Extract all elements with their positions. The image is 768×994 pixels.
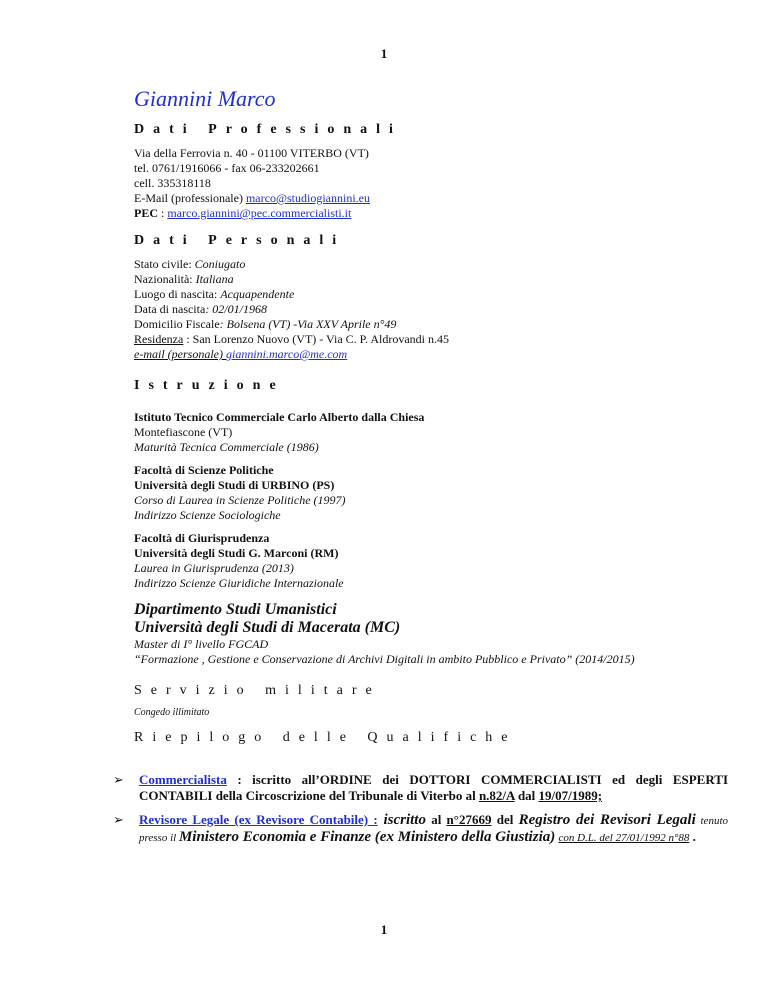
qualification-date-label: dal xyxy=(514,788,539,803)
register-name: Registro dei Revisori Legali xyxy=(518,812,696,828)
education-university: Università degli Studi di Macerata (MC) xyxy=(134,619,401,636)
section-heading-education: Istruzione xyxy=(134,378,285,393)
residence-label: Residenza xyxy=(134,332,184,346)
cell: cell. 335318118 xyxy=(134,176,211,190)
professional-email-label: E-Mail (professionale) xyxy=(134,191,246,205)
tax-domicile-value: : Bolsena (VT) -Via XXV Aprile n°49 xyxy=(219,317,397,331)
personal-email-label: e-mail (personale) xyxy=(134,347,226,361)
address: Via della Ferrovia n. 40 - 01100 VITERBO (VT) xyxy=(134,146,369,160)
nationality-value: Italiana xyxy=(195,272,234,286)
phone: tel. 0761/1916066 - fax 06-233202661 xyxy=(134,161,320,175)
qualification-text: tenuto presso il xyxy=(139,815,728,844)
decree-reference: con D.L. del 27/01/1992 n°88 xyxy=(558,832,690,844)
arrow-bullet-icon: ➢ xyxy=(113,772,124,787)
qualification-link-commercialista[interactable]: Commercialista xyxy=(139,772,227,787)
section-heading-qualifications: Riepilogo delle Qualifiche xyxy=(134,730,517,745)
education-degree: Maturità Tecnica Commerciale (1986) xyxy=(134,440,319,454)
tax-domicile-label: Domicilio Fiscale xyxy=(134,317,220,331)
education-degree: Master di I° livello FGCAD xyxy=(134,637,269,651)
arrow-bullet-icon: ➢ xyxy=(113,812,124,827)
registration-number: n°27669 xyxy=(446,812,492,827)
professional-email-link[interactable]: marco@studiogiannini.eu xyxy=(245,191,370,205)
education-entry xyxy=(134,531,724,591)
nationality-label: Nazionalità: xyxy=(134,272,196,286)
personal-email-line xyxy=(134,347,724,362)
education-track: Indirizzo Scienze Sociologiche xyxy=(134,508,281,522)
marital-status-label: Stato civile: xyxy=(134,257,195,271)
education-entry xyxy=(134,601,724,667)
personal-email-link[interactable]: giannini.marco@me.com xyxy=(225,347,348,361)
qualification-link-revisore[interactable]: Revisore Legale (ex Revisore Contabile) : xyxy=(139,812,378,827)
ministry-name: Ministero Economia e Finanze (ex Ministero della Giustizia) xyxy=(178,829,556,845)
page-number-top: 1 xyxy=(380,46,388,61)
education-degree: Laurea in Giurisprudenza (2013) xyxy=(134,561,294,575)
section-heading-military: Servizio militare xyxy=(134,683,381,698)
education-department: Dipartimento Studi Umanistici xyxy=(134,601,337,618)
section-heading-professional: Dati Professionali xyxy=(134,122,402,137)
nationality xyxy=(134,272,724,287)
pec-separator: : xyxy=(158,206,168,220)
residence xyxy=(134,332,724,347)
education-university: Università degli Studi di URBINO (PS) xyxy=(134,478,335,492)
pec-link[interactable]: marco.giannini@pec.commercialisti.it xyxy=(167,206,352,220)
qualification-item xyxy=(113,812,728,846)
education-institution: Istituto Tecnico Commerciale Carlo Alberto dalla Chiesa xyxy=(134,410,425,424)
qualification-text: : iscritto all’ORDINE dei DOTTORI COMMERCIALISTI ed degli ESPERTI CONTABILI della Circoscrizione del Tribunale di Viterbo al xyxy=(139,772,728,803)
qualification-text: del xyxy=(491,812,519,827)
education-location: Montefiascone (VT) xyxy=(134,425,233,439)
marital-status-value: Coniugato xyxy=(194,257,246,271)
qualifications-list xyxy=(113,772,728,846)
education-degree: Corso di Laurea in Scienze Politiche (1997) xyxy=(134,493,346,507)
cv-document xyxy=(134,86,724,754)
birthplace-value: Acquapendente xyxy=(220,287,295,301)
tax-domicile xyxy=(134,317,724,332)
birthdate xyxy=(134,302,724,317)
education-track: Indirizzo Scienze Giuridiche Internazionale xyxy=(134,576,344,590)
education-entry xyxy=(134,410,724,455)
birthdate-value: : 02/01/1968 xyxy=(205,302,267,316)
education-faculty: Facoltà di Scienze Politiche xyxy=(134,463,274,477)
section-heading-personal: Dati Personali xyxy=(134,233,346,248)
birthdate-label: Data di nascita xyxy=(134,302,206,316)
pec-label: PEC xyxy=(134,206,158,220)
registration-number: n.82/A xyxy=(478,788,515,803)
pec-line xyxy=(134,206,724,221)
period: . xyxy=(689,829,696,844)
marital-status xyxy=(134,257,724,272)
professional-email-line xyxy=(134,191,724,206)
page-number-bottom: 1 xyxy=(380,922,388,937)
birthplace xyxy=(134,287,724,302)
military-status: Congedo illimitato xyxy=(134,707,210,718)
qualification-text: al xyxy=(425,812,447,827)
registration-date: 19/07/1989; xyxy=(538,788,603,803)
birthplace-label: Luogo di nascita: xyxy=(134,287,221,301)
education-entry xyxy=(134,463,724,523)
education-faculty: Facoltà di Giurisprudenza xyxy=(134,531,270,545)
qualification-text: iscritto xyxy=(377,812,426,828)
education-university: Università degli Studi G. Marconi (RM) xyxy=(134,546,339,560)
qualification-item xyxy=(113,772,728,804)
residence-value: : San Lorenzo Nuovo (VT) - Via C. P. Aldrovandi n.45 xyxy=(183,332,450,346)
person-name: Giannini Marco xyxy=(134,86,276,111)
education-track: “Formazione , Gestione e Conservazione di Archivi Digitali in ambito Pubblico e Privato” (2014/2015) xyxy=(134,652,635,666)
